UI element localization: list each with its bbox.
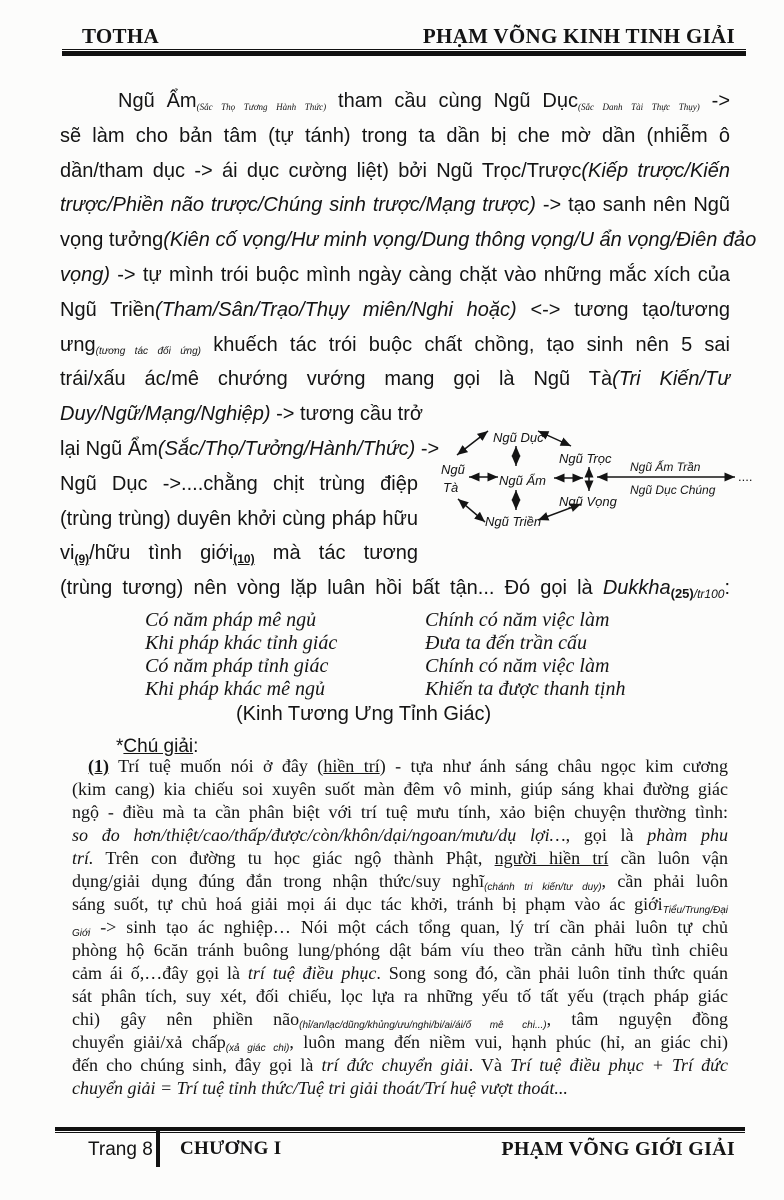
text-run: chi) gây nên phiền não <box>72 1009 300 1029</box>
text-run: trái/xấu ác/mê chướng vướng mang gọi là Ngũ Tà <box>60 368 613 391</box>
text-run: mà tác tương <box>254 542 418 565</box>
text-run: Giới <box>72 928 91 939</box>
notes-heading-star: * <box>116 736 124 757</box>
text-run: -> tạo sanh nên Ngũ <box>535 194 731 217</box>
text-run: Trên con đường tu học giác ngộ thành Phật, <box>93 848 495 868</box>
text-run: dần/tham dục -> ái dục cường liệt) bởi Ngũ Trọc/Trược <box>60 159 582 182</box>
text-run: /hữu tình giới <box>89 542 234 565</box>
text-run: , tâm nguyện đồng <box>546 1009 728 1029</box>
text-run: chuyển giải/xả chấp <box>72 1032 226 1052</box>
text-run: sáng suốt, tự chủ hoá giải mọi ái dục tác khởi, tránh bị phạm vào ác giới <box>72 894 663 914</box>
header-left-title: TOTHA <box>82 24 159 48</box>
text-run: so đo hơn/thiệt/cao/thấp/được/còn/khôn/dại/ngoan/mưu/dụ lợi… <box>72 825 566 845</box>
arrow-ta-trien <box>458 499 485 522</box>
text-run: (Kiên cố vọng/Hư minh vọng/Dung thông vọng/U ẩn vọng/Điên đảo <box>163 229 757 252</box>
text-run: (9) <box>74 552 90 567</box>
label-ellipsis: .... <box>738 469 753 484</box>
text-run: trí đức chuyển giải <box>321 1055 469 1075</box>
poem-line: Đưa ta đến trần cấu <box>425 632 588 654</box>
text-run: /tr100 <box>693 587 725 602</box>
text-run: , cần phải luôn <box>601 871 729 891</box>
label-ngu-ta-line1: Ngũ <box>441 462 465 477</box>
poem-line: Chính có năm việc làm <box>425 609 610 631</box>
text-run: Ngũ Dục ->....chằng chịt trùng điệp <box>60 472 418 495</box>
note-line <box>72 894 728 916</box>
text-run: -> sinh tạo ác nghiệp… Nói một cách tổng quan, lý trí cần phải luôn tự chủ <box>90 917 728 937</box>
text-run: vi <box>60 542 75 565</box>
footer-divider <box>156 1131 160 1167</box>
text-run: (Kiếp trược/Kiến <box>581 159 730 182</box>
label-ngu-am-tran: Ngũ Ấm Trần <box>630 460 701 474</box>
text-run: (Sắc Danh Tài Thực Thụy) <box>577 102 700 112</box>
poem-line: Chính có năm việc làm <box>425 655 610 677</box>
note-line <box>72 779 728 800</box>
text-run: cần luôn vận <box>608 848 729 868</box>
label-ngu-duc: Ngũ Dục <box>493 430 544 445</box>
text-run: người hiền trí <box>494 848 609 868</box>
text-run: (Tham/Sân/Trạo/Thụy miên/Nghi hoặc) <box>154 298 517 321</box>
note-line <box>72 825 728 846</box>
text-run: <-> tương tạo/tương <box>516 298 730 321</box>
text-run: . Và <box>468 1055 511 1075</box>
text-run: vọng tưởng <box>60 229 164 252</box>
text-run: (Sắc/Thọ/Tưởng/Hành/Thức) <box>157 438 416 460</box>
text-run: -> tự mình trói buộc mình ngày càng chặt vào những mắc xích của <box>110 264 730 286</box>
text-run: phàm phu <box>647 825 729 845</box>
text-run: (10) <box>233 552 255 567</box>
notes-heading-colon: : <box>193 736 199 757</box>
text-run: Trí tuệ điều phục + Trí đức <box>510 1055 728 1075</box>
header-book-title: PHẠM VÕNG KINH TINH GIẢI <box>422 24 735 48</box>
text-run: sát phân tích, suy xét, đối chiếu, lọc lựa ra những yếu tố tất yếu (trạch pháp giác <box>72 986 728 1006</box>
text-run: (trùng tương) nên vòng lặp luân hồi bất tận... Đó gọi là <box>60 577 603 600</box>
text-run: chuyển giải = Trí tuệ tỉnh thức/Tuệ tri giải thoát/Trí huệ vượt thoát... <box>72 1078 568 1098</box>
text-run: phòng hộ 6căn tránh buông lung/phóng dật bám víu theo trần cảnh hữu tình chiêu <box>72 940 728 960</box>
footer-book-title: PHẠM VÕNG GIỚI GIẢI <box>501 1138 735 1160</box>
text-run: -> tương cầu trở <box>270 403 423 426</box>
note-line <box>88 756 728 777</box>
text-run: Trí tuệ muốn nói ở đây ( <box>109 756 324 776</box>
text-run: trí. <box>72 848 94 868</box>
text-run: (25) <box>670 586 694 602</box>
note-line <box>72 1032 728 1054</box>
poem-source: (Kinh Tương Ưng Tỉnh Giác) <box>236 703 492 725</box>
text-run: (Tri Kiến/Tư <box>612 368 731 391</box>
page-number: Trang 8 <box>88 1139 153 1160</box>
note-line <box>72 963 728 984</box>
notes-heading <box>116 736 198 758</box>
note-line <box>72 871 728 893</box>
note-line <box>72 1055 728 1076</box>
text-run: : <box>724 577 730 600</box>
text-run: Duy/Ngữ/Mạng/Nghiệp) <box>60 403 271 426</box>
text-run: Ngũ Triền <box>60 298 155 321</box>
text-run: cảm ái ố,…đây gọi là <box>72 963 248 983</box>
poem-line: Khi pháp khác mê ngủ <box>145 678 325 700</box>
label-ngu-am: Ngũ Ẩm <box>499 473 546 488</box>
text-run: lại Ngũ Ẩm <box>60 438 158 460</box>
text-run: , luôn mang đến niềm vui, hạnh phúc (hỉ, an giác chi) <box>289 1032 728 1052</box>
text-run: (Sắc Thọ Tương Hành Thức) <box>196 102 327 112</box>
label-ngu-vong: Ngũ Vọng <box>559 494 617 509</box>
text-run: tham cầu cùng Ngũ Dục <box>326 90 578 112</box>
label-ngu-duc-chung: Ngũ Dục Chúng <box>630 483 716 497</box>
text-run: khuếch tác trói buộc chất chồng, tạo sinh nên 5 sai <box>201 333 730 356</box>
poem-line: Có năm pháp mê ngủ <box>145 609 317 631</box>
label-ngu-troc: Ngũ Trọc <box>559 451 612 466</box>
note-line <box>72 848 728 869</box>
text-run: (xả giác chi) <box>225 1043 290 1054</box>
text-run: (chánh tri kiến/tư duy) <box>484 882 602 893</box>
text-run: trược/Phiền não trược/Chúng sinh trược/Mạng trược) <box>60 194 536 217</box>
chapter-label: CHƯƠNG I <box>180 1138 282 1159</box>
poem-line: Khi pháp khác tỉnh giác <box>145 632 338 654</box>
text-run: . Song song đó, cần phải luôn tỉnh thức quán <box>376 963 728 983</box>
text-run: -> <box>415 438 440 460</box>
text-run: ngộ - điều mà ta cần phân biệt với trí tuệ mưu tính, xảo biện chuyện thường tình: <box>72 802 728 822</box>
text-run: (kim cang) kia chiếu soi xuyên suốt màn đêm vô minh, giúp sáng khai đường giác <box>72 779 728 799</box>
note-line <box>72 802 728 823</box>
text-run: , gọi là <box>565 825 648 845</box>
note-line <box>72 917 728 939</box>
text-run: (trùng trùng) duyên khởi cùng pháp hữu <box>60 507 418 530</box>
text-run: -> <box>699 90 731 112</box>
text-run: sẽ làm cho bản tâm (tự tánh) trong ta dần bị che mờ dần (nhiễm ô <box>60 124 730 147</box>
text-run: vọng) <box>60 264 111 286</box>
poem-left-column <box>145 609 337 701</box>
text-run: (hỉ/an/lạc/dũng/khủng/ưu/nghi/bi/ai/ái/ố mê chi...) <box>299 1020 547 1031</box>
text-run: trí tuệ điều phục <box>247 963 377 983</box>
text-run: Dukkha <box>602 577 671 600</box>
text-run: hiền trí <box>323 756 380 776</box>
poem-line: Khiến ta được thanh tịnh <box>425 678 626 700</box>
text-run: Ngũ Ẩm <box>118 90 197 112</box>
arrow-ta-duc <box>457 431 488 455</box>
poem-line: Có năm pháp tỉnh giác <box>145 655 329 677</box>
text-run: Tiểu/Trung/Đại <box>662 905 728 916</box>
notes-heading-label: Chú giải <box>123 736 194 757</box>
text-run: (1) <box>88 756 109 776</box>
text-run: (tương tác đối ứng) <box>95 345 202 357</box>
poem-right-column <box>425 609 625 701</box>
note-line <box>72 940 728 961</box>
label-ngu-trien: Ngũ Triền <box>485 514 542 529</box>
text-run: ưng <box>60 333 96 356</box>
note-line <box>72 1009 728 1031</box>
text-run: đến cho chúng sinh, đây gọi là <box>72 1055 322 1075</box>
text-run: ) - tựa như ánh sáng châu ngọc kim cương <box>379 756 728 776</box>
note-line <box>72 1078 728 1099</box>
text-run: dụng/giải dụng đúng đắn trong nhận thức/suy nghĩ <box>72 871 485 891</box>
label-ngu-ta-line2: Tà <box>443 480 459 495</box>
note-line <box>72 986 728 1007</box>
